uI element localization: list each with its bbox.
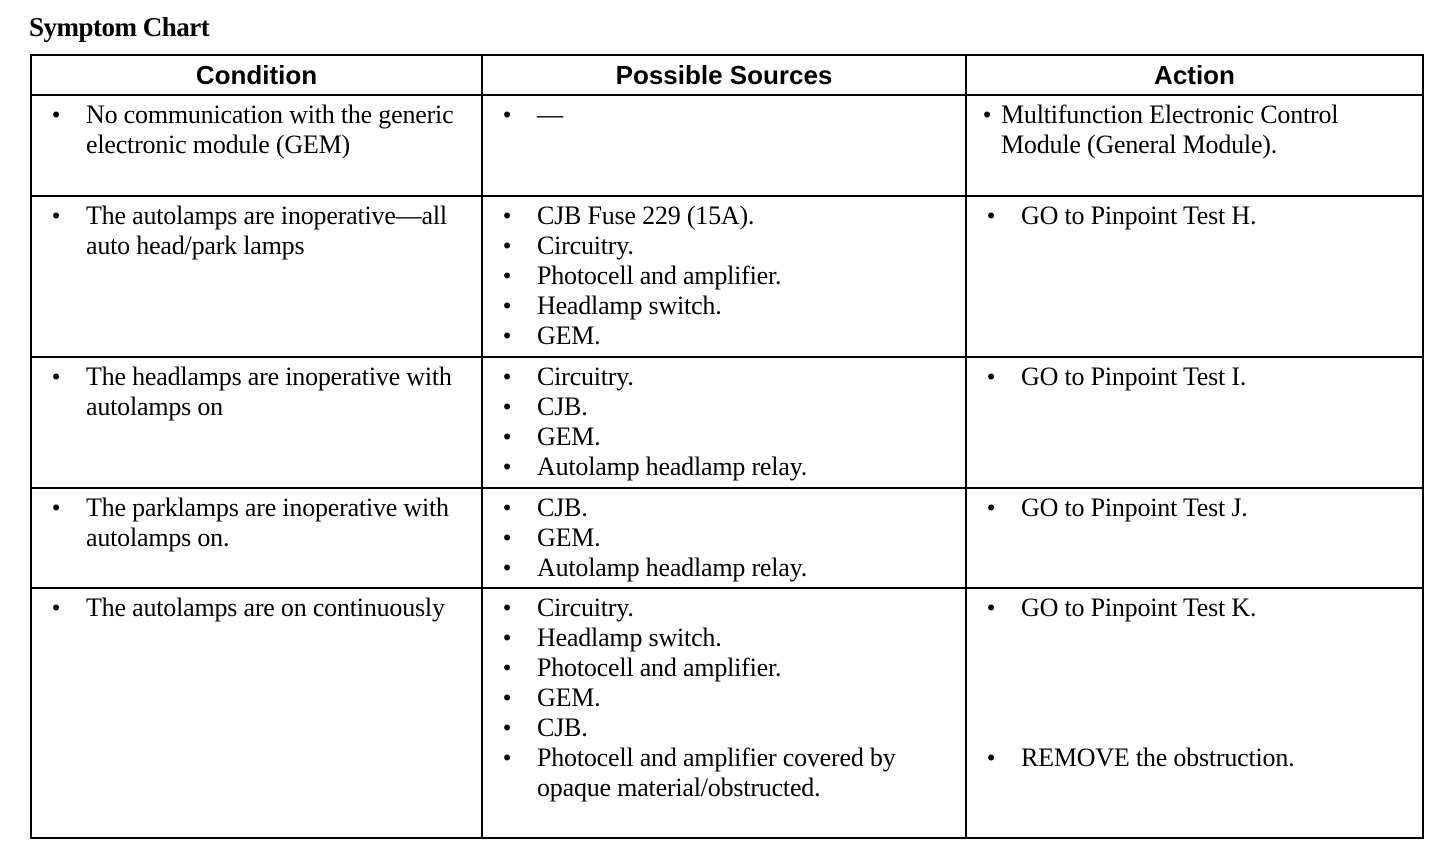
condition-cell [31, 357, 482, 488]
source-item: Photocell and amplifier. [537, 653, 782, 682]
column-header-sources: Possible Sources [482, 55, 966, 95]
column-header-condition: Condition [31, 55, 482, 95]
condition-text: The headlamps are inoperative with autolamps on [86, 362, 452, 421]
source-item: CJB. [537, 392, 588, 421]
table-row [31, 357, 1423, 488]
sources-cell [482, 95, 966, 196]
bullet-icon: • [503, 454, 511, 479]
bullet-icon: • [987, 364, 995, 389]
action-spacer [967, 623, 1422, 743]
bullet-icon: • [987, 595, 995, 620]
condition-text: No communication with the generic electronic module (GEM) [86, 100, 454, 159]
action-item: GO to Pinpoint Test K. [1021, 593, 1257, 622]
source-item: GEM. [537, 321, 601, 350]
column-header-action: Action [966, 55, 1423, 95]
action-cell [966, 196, 1423, 357]
condition-cell [31, 488, 482, 588]
source-item: Headlamp switch. [537, 623, 722, 652]
table-row [31, 588, 1423, 838]
bullet-icon: • [503, 715, 511, 740]
bullet-icon: • [987, 495, 995, 520]
bullet-icon: • [983, 102, 991, 127]
bullet-icon: • [503, 233, 511, 258]
action-item: GO to Pinpoint Test H. [1021, 201, 1257, 230]
source-item: Headlamp switch. [537, 291, 722, 320]
bullet-icon: • [503, 293, 511, 318]
bullet-icon: • [503, 364, 511, 389]
source-item: Circuitry. [537, 593, 634, 622]
bullet-icon: • [503, 323, 511, 348]
source-item: Autolamp headlamp relay. [537, 553, 808, 582]
bullet-icon: • [503, 495, 511, 520]
source-item: CJB Fuse 229 (15A). [537, 201, 755, 230]
condition-cell [31, 95, 482, 196]
bullet-icon: • [503, 595, 511, 620]
bullet-icon: • [52, 495, 60, 520]
action-cell [966, 588, 1423, 838]
source-item: CJB. [537, 493, 588, 522]
source-item: Photocell and amplifier covered by opaque material/obstructed. [537, 743, 896, 802]
condition-cell [31, 588, 482, 838]
sources-cell [482, 488, 966, 588]
action-cell [966, 95, 1423, 196]
source-item: Photocell and amplifier. [537, 261, 782, 290]
source-item: CJB. [537, 713, 588, 742]
sources-cell [482, 357, 966, 488]
source-item: GEM. [537, 683, 601, 712]
page-title: Symptom Chart [29, 12, 210, 42]
bullet-icon: • [503, 555, 511, 580]
bullet-icon: • [503, 263, 511, 288]
source-item: — [537, 100, 563, 129]
bullet-icon: • [987, 745, 995, 770]
bullet-icon: • [52, 595, 60, 620]
action-cell [966, 357, 1423, 488]
bullet-icon: • [503, 525, 511, 550]
bullet-icon: • [503, 394, 511, 419]
table-row [31, 196, 1423, 357]
bullet-icon: • [52, 364, 60, 389]
bullet-icon: • [987, 203, 995, 228]
bullet-icon: • [52, 102, 60, 127]
table-row [31, 95, 1423, 196]
bullet-icon: • [503, 655, 511, 680]
source-item: Circuitry. [537, 231, 634, 260]
bullet-icon: • [503, 685, 511, 710]
action-item: GO to Pinpoint Test I. [1021, 362, 1247, 391]
symptom-table [30, 54, 1424, 839]
action-cell [966, 488, 1423, 588]
source-item: Autolamp headlamp relay. [537, 452, 808, 481]
condition-text: The autolamps are on continuously [86, 593, 445, 622]
source-item: GEM. [537, 523, 601, 552]
bullet-icon: • [503, 625, 511, 650]
source-item: Circuitry. [537, 362, 634, 391]
bullet-icon: • [503, 102, 511, 127]
source-item: GEM. [537, 422, 601, 451]
action-item: Multifunction Electronic Control Module (General Module). [1001, 100, 1339, 159]
action-item: GO to Pinpoint Test J. [1021, 493, 1248, 522]
table-header-row [31, 55, 1423, 95]
bullet-icon: • [52, 203, 60, 228]
bullet-icon: • [503, 203, 511, 228]
condition-cell [31, 196, 482, 357]
table-row [31, 488, 1423, 588]
sources-cell [482, 196, 966, 357]
condition-text: The parklamps are inoperative with autolamps on. [86, 493, 449, 552]
sources-cell [482, 588, 966, 838]
condition-text: The autolamps are inoperative—all auto head/park lamps [86, 201, 447, 260]
bullet-icon: • [503, 745, 511, 770]
bullet-icon: • [503, 424, 511, 449]
action-item: REMOVE the obstruction. [1021, 743, 1295, 772]
